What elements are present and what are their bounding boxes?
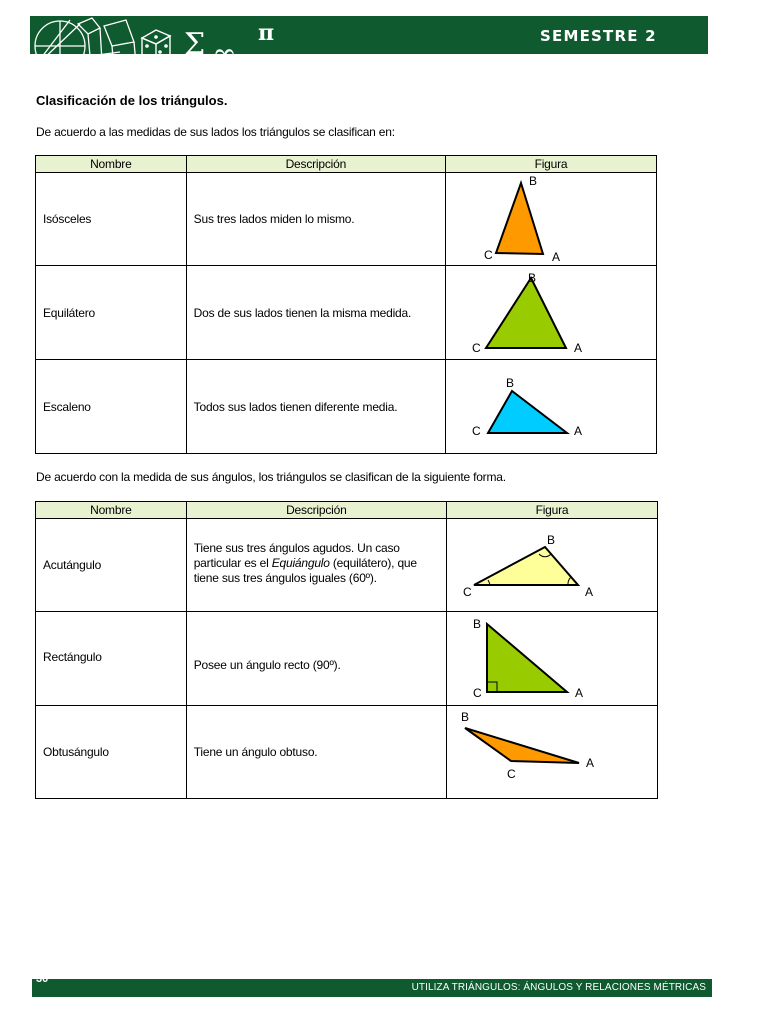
- row-name: Obtusángulo: [36, 706, 187, 799]
- row-description: Posee un ángulo recto (90º).: [186, 612, 446, 706]
- row-description: Tiene un ángulo obtuso.: [186, 706, 446, 799]
- vertex-label-b: B: [546, 533, 555, 547]
- vertex-label-c: C: [462, 585, 472, 599]
- obtuse-triangle-figure: [447, 706, 657, 798]
- row-figure: [445, 266, 656, 360]
- page-number: 30: [36, 973, 49, 985]
- column-header-figura: Figura: [446, 502, 657, 519]
- isosceles-triangle-figure: [446, 173, 656, 265]
- sigma-symbol: Σ: [184, 27, 206, 62]
- row-name: Rectángulo: [36, 612, 187, 706]
- equilateral-triangle-figure: [446, 266, 656, 359]
- row-name: Acutángulo: [36, 519, 187, 612]
- row-description: Dos de sus lados tienen la misma medida.: [186, 266, 445, 360]
- equiangulo-term: Equiángulo: [271, 555, 330, 570]
- header-math-decoration: [30, 16, 300, 74]
- vertex-label-a: A: [573, 341, 582, 355]
- triangle-shape: [474, 547, 578, 585]
- row-description: Sus tres lados miden lo mismo.: [186, 173, 445, 266]
- triangle-shape: [486, 278, 566, 348]
- vertex-label-c: C: [472, 686, 482, 700]
- pi-symbol: π: [258, 20, 275, 46]
- vertex-label-b: B: [505, 376, 514, 390]
- vertex-label-a: A: [584, 585, 593, 599]
- vertex-label-b: B: [527, 271, 536, 285]
- vertex-label-c: C: [471, 341, 481, 355]
- row-name: Escaleno: [36, 360, 187, 454]
- vertex-label-c: C: [506, 767, 516, 781]
- intro-sides-text: De acuerdo a las medidas de sus lados los triángulos se clasifican en:: [36, 125, 395, 139]
- description-line-2a: particular es el: [193, 555, 272, 570]
- scalene-triangle-figure: [446, 360, 656, 453]
- description-line-1: Tiene sus tres ángulos agudos. Un caso: [193, 540, 400, 555]
- row-figure: [445, 173, 656, 266]
- vertex-label-c: C: [471, 424, 481, 438]
- row-figure: [446, 612, 657, 706]
- sides-classification-table: [35, 155, 657, 454]
- triangle-shape: [465, 728, 579, 763]
- angles-classification-table: [35, 501, 658, 799]
- row-description: [186, 519, 446, 612]
- row-name: Isósceles: [36, 173, 187, 266]
- table-header-row: [36, 156, 657, 173]
- triangle-shape: [488, 391, 567, 433]
- row-description: Todos sus lados tienen diferente media.: [186, 360, 445, 454]
- right-triangle-figure: [447, 612, 657, 705]
- intro-angles-text: De acuerdo con la medida de sus ángulos, los triángulos se clasifican de la siguiente forma.: [36, 470, 506, 484]
- description-line-3: tiene sus tres ángulos iguales (60º).: [193, 570, 377, 585]
- vertex-label-b: B: [472, 617, 481, 631]
- table-row-escaleno: [36, 360, 657, 454]
- vertex-label-a: A: [574, 686, 583, 700]
- column-header-nombre: Nombre: [36, 502, 187, 519]
- table-row-isosceles: [36, 173, 657, 266]
- description-line-2b: (equilátero), que: [329, 555, 417, 570]
- geometry-shapes-icon: [32, 18, 136, 71]
- vertex-label-a: A: [585, 756, 594, 770]
- table-row-obtusangulo: [36, 706, 658, 799]
- row-figure: [446, 706, 657, 799]
- footer-title: UTILIZA TRIÁNGULOS: ÁNGULOS Y RELACIONES MÉTRICAS: [411, 982, 706, 993]
- table-row-acutangulo: [36, 519, 658, 612]
- vertex-label-c: C: [483, 248, 493, 262]
- table-row-equilatero: [36, 266, 657, 360]
- row-name: Equilátero: [36, 266, 187, 360]
- triangle-shape: [487, 624, 567, 692]
- vertex-label-b: B: [460, 710, 469, 724]
- column-header-figura: Figura: [445, 156, 656, 173]
- table-header-row: [36, 502, 658, 519]
- vertex-label-a: A: [573, 424, 582, 438]
- page-heading: Clasificación de los triángulos.: [36, 93, 228, 108]
- table-row-rectangulo: [36, 612, 658, 706]
- column-header-nombre: Nombre: [36, 156, 187, 173]
- vertex-label-a: A: [551, 250, 560, 264]
- row-figure: [446, 519, 657, 612]
- column-header-descripcion: Descripción: [186, 502, 446, 519]
- semester-label: SEMESTRE 2: [540, 27, 657, 45]
- acute-triangle-figure: [447, 519, 657, 611]
- triangle-shape: [496, 183, 543, 254]
- infinity-symbol: ∞: [212, 37, 237, 72]
- vertex-label-b: B: [528, 174, 537, 188]
- column-header-descripcion: Descripción: [186, 156, 445, 173]
- dice-icon: [142, 30, 170, 66]
- row-figure: [445, 360, 656, 454]
